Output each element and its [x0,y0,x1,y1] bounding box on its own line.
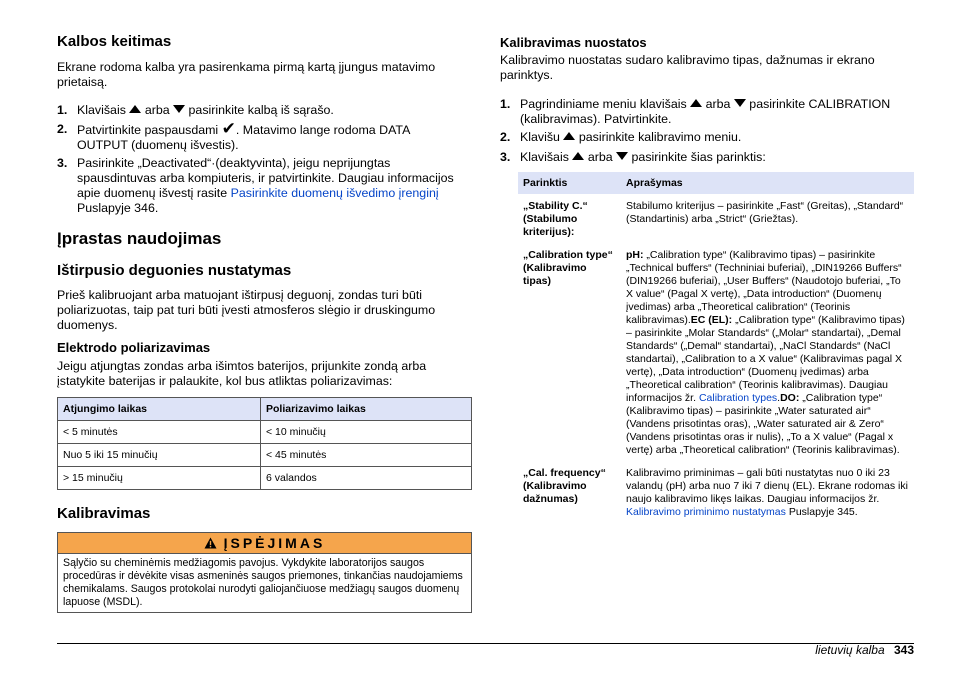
table-row [518,194,914,249]
table-cell: „Calibration type“ (Kalibravimo tipas) [523,249,613,287]
down-arrow-icon [734,99,746,107]
up-arrow-icon [572,152,584,160]
table-cell: pH: „Calibration type“ (Kalibravimo tipas) – pasirinkite „Technical buffers“ (Techniniai buferiai), „DIN19266 Buffers“ (DIN19266 buferiai), „User Buffers“ (Naudotojo buferiai, „To X value“ (Pagal X vertę), „Data introduction“ (Duomenų įvedimas) arba „Theoretical calibration“ (Teorinis kalibravimas).EC (EL): „Calibration type“ (Kalibravimo tipas) – pasirinkite „Molar Standards“ („Molar“ standartai), „Demal Standards“ („Demal“ standartai), „NaCl Standards“ (NaCl standartai), „Calibration to a X value“ (Kalibravimas pagal X vertę), „Data introduction“ (Duomenų įvedimas) arba „Theoretical calibration“ (Teorinis kalibravimas). Daugiau informacijos žr. Calibration types.DO: „Calibration type“ (Kalibravimo tipas) – pasirinkite „Water saturated air“ (Vandens prisotintas oras), „Water saturated air & Zero“ (Vandens prisotintas oras ir nulis), „To a X value“ (Pagal x vertę) arba „Theoretical calibration“ (Teorinis kalibravimas). [626,249,905,456]
calibration-settings-heading: Kalibravimas nuostatos [500,35,647,50]
output-device-link[interactable]: Pasirinkite duomenų išvedimo įrenginį [230,186,439,200]
table-header-row [58,398,472,421]
footer-divider [57,643,914,644]
table-header: Aprašymas [621,172,914,194]
warning-box [57,532,472,613]
up-arrow-icon [129,105,141,113]
table-cell: < 45 minutės [261,444,472,467]
calibration-reminder-link[interactable]: Kalibravimo priminimo nustatymas [626,506,786,518]
table-cell: „Cal. frequency“ (Kalibravimo dažnumas) [523,467,606,505]
table-cell: Nuo 5 iki 15 minučių [58,444,261,467]
polarization-heading: Elektrodo poliarizavimas [57,340,211,355]
table-header-row [518,172,914,194]
table-row [518,249,914,467]
page-footer [815,643,914,657]
table-cell: 6 valandos [261,467,472,490]
dissolved-oxygen-intro: Prieš kalibruojant arba matuojant ištirpusį deguonį, zondas turi būti poliarizuotas, taip pat turi būti įvesti atmosferos slėgio ir druskingumo duomenys. [57,288,436,332]
polarization-table [57,397,472,490]
down-arrow-icon [173,105,185,113]
table-cell: > 15 minučių [58,467,261,490]
calibration-types-link[interactable]: Calibration types [698,392,778,404]
table-cell: < 10 minučių [261,421,472,444]
calibration-settings-intro: Kalibravimo nuostatas sudaro kalibravimo tipas, dažnumas ir ekrano parinktys. [500,53,875,82]
up-arrow-icon [563,132,575,140]
table-cell: Kalibravimo priminimas – gali būti nustatytas nuo 0 iki 23 valandų (pH) arba nuo 7 iki 7 dienų (EL). Ekrane rodomas iki naujo kalibravimo likęs laikas. Daugiau informacijos žr. Kalibravimo priminimo nustatymas Puslapyje 345. [626,467,908,518]
checkmark-icon: ✔ [221,119,236,138]
down-arrow-icon [616,152,628,160]
warning-triangle-icon [204,537,217,549]
table-cell: < 5 minutės [58,421,261,444]
warning-title: ĮSPĖJIMAS [223,535,326,551]
table-row [58,467,472,490]
table-header: Parinktis [518,172,621,194]
polarization-intro: Jeigu atjungtas zondas arba išimtos baterijos, prijunkite zondą arba įstatykite baterijas ir palaukite, kol bus atliktas poliarizavimas: [57,359,427,388]
language-heading: Kalbos keitimas [57,33,172,50]
warning-text: Sąlyčio su cheminėmis medžiagomis pavojus. Vykdykite laboratorijos saugos procedūras ir dėvėkite visas asmeninės saugos priemones, tinkančias naudojamiems chemikalams. Saugos protokolai nurodyti galiojančiuose medžiagų saugos duomenų lapuose (MSDL). [63,557,463,608]
table-row [58,421,472,444]
normal-use-heading: Įprastas naudojimas [57,229,222,248]
language-intro: Ekrane rodoma kalba yra pasirenkama pirmą kartą įjungus matavimo prietaisą. [57,60,436,89]
calibration-heading: Kalibravimas [57,505,151,522]
table-cell: „Stability C.“ (Stabilumo kriterijus): [523,200,588,238]
table-cell: Stabilumo kriterijus – pasirinkite „Fast“ (Greitas), „Standard“ (Standartinis) arba „Strict“ (Griežtas). [626,200,904,225]
up-arrow-icon [690,99,702,107]
table-header: Atjungimo laikas [58,398,261,421]
page-number: 343 [893,643,914,657]
calibration-settings-table [518,172,914,519]
table-header: Poliarizavimo laikas [261,398,472,421]
footer-language: lietuvių kalba [815,643,885,657]
table-row [518,467,914,519]
dissolved-oxygen-heading: Ištirpusio deguonies nustatymas [57,262,292,279]
warning-header [58,533,471,554]
table-row [58,444,472,467]
